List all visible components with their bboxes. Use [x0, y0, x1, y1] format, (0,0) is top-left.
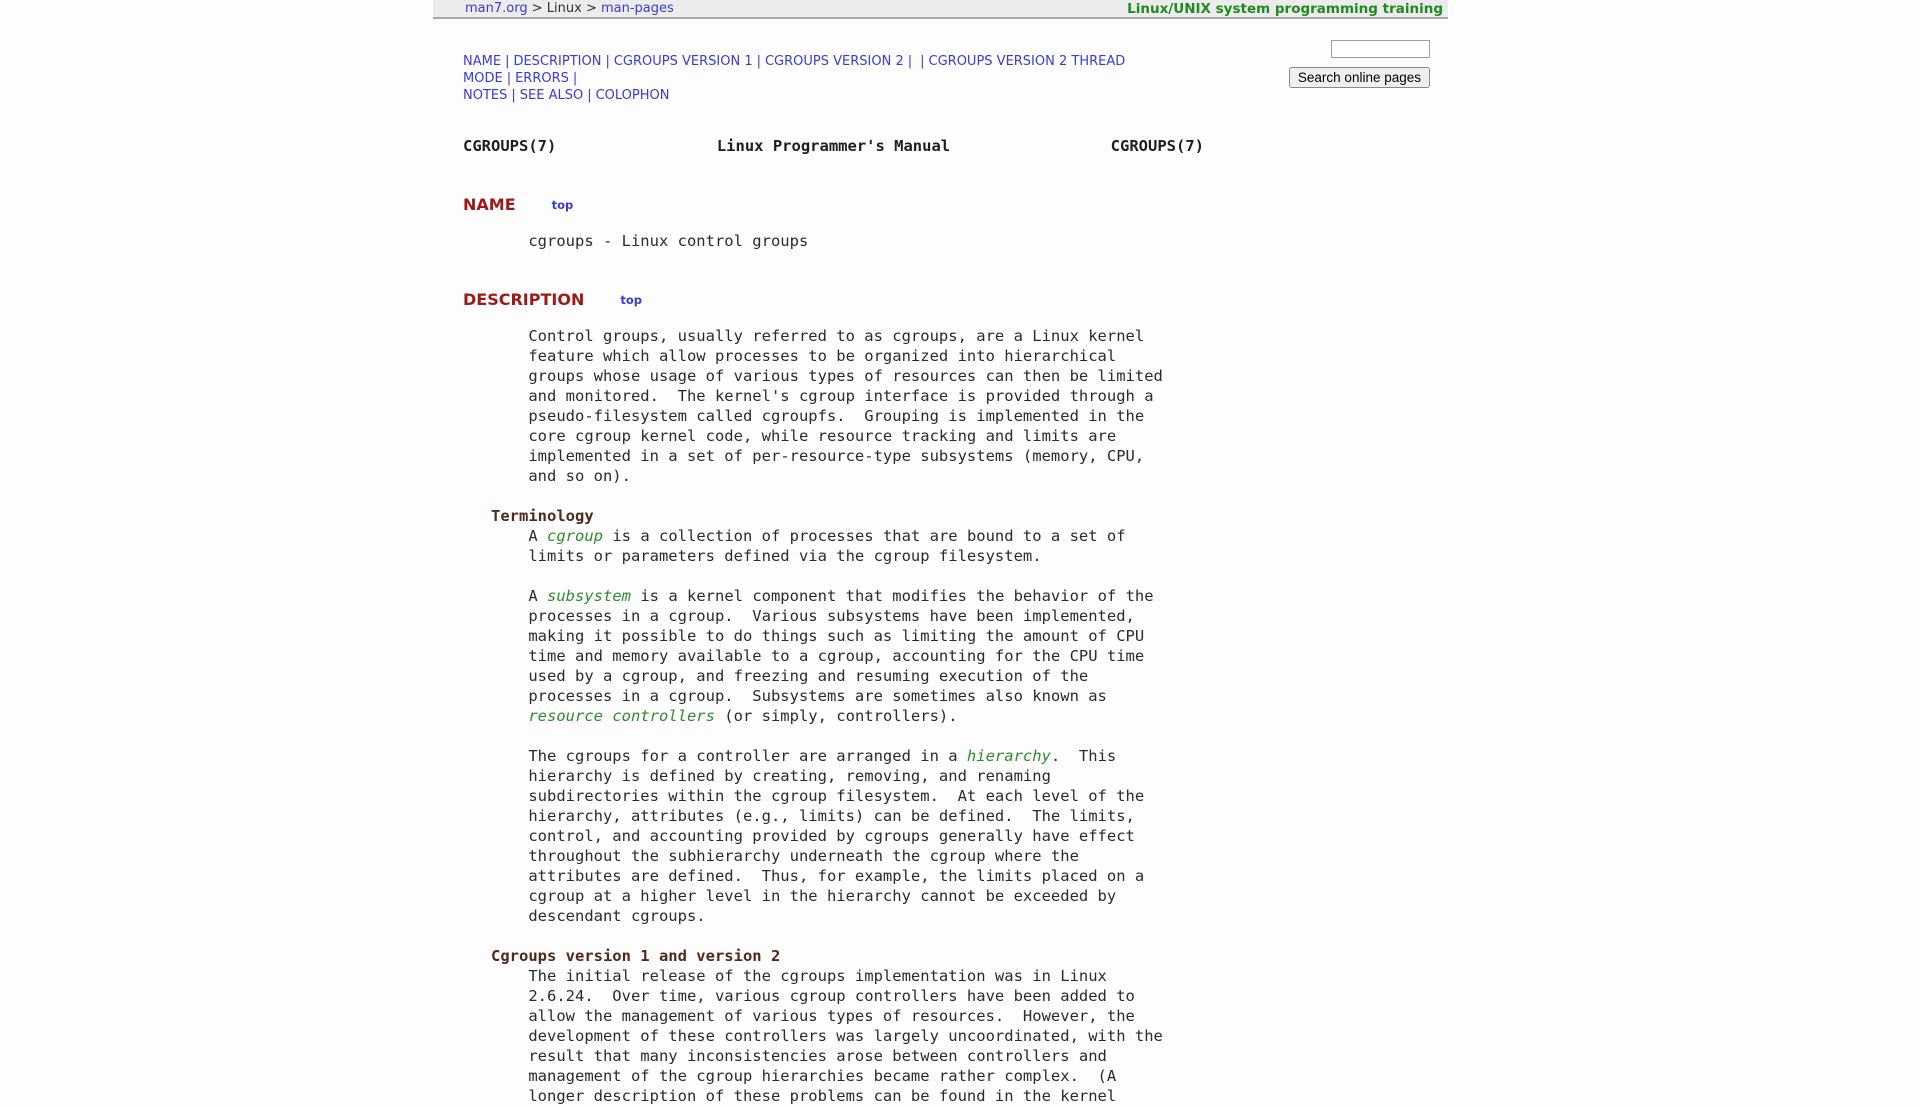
man-text-line: [463, 1046, 1204, 1066]
man-text-line: [463, 926, 1204, 946]
search-input[interactable]: [1331, 40, 1430, 58]
section-heading: [463, 196, 1204, 214]
man-text-line: [463, 386, 1204, 406]
man-text-line: [463, 726, 1204, 746]
nav-separator: |: [920, 54, 925, 69]
man-text-line: [463, 826, 1204, 846]
man-title-left: CGROUPS(7): [463, 137, 557, 155]
man-text: descendant cgroups.: [463, 907, 706, 925]
man-text-line: [463, 346, 1204, 366]
man-text-line: [463, 1026, 1204, 1046]
man-text-line: [463, 766, 1204, 786]
man-text-line: [463, 866, 1204, 886]
nav-separator: |: [605, 54, 610, 69]
man-text: processes in a cgroup. Subsystems are sometimes also known as: [463, 687, 1107, 705]
nav-link[interactable]: DESCRIPTION: [513, 54, 602, 69]
man-text-line: [463, 646, 1204, 666]
man-text: making it possible to do things such as limiting the amount of CPU: [463, 627, 1145, 645]
term-link: resource controllers: [528, 707, 715, 725]
nav-link[interactable]: CGROUPS VERSION 1: [613, 54, 753, 69]
man-text: and so on).: [463, 467, 631, 485]
nav-link[interactable]: NAME: [463, 54, 502, 69]
man-text-line: [463, 966, 1204, 986]
man-text: cgroup at a higher level in the hierarchy cannot be exceeded by: [463, 887, 1117, 905]
nav-link[interactable]: CGROUPS VERSION 2: [764, 54, 904, 69]
man-text: (or simply, controllers).: [714, 707, 958, 725]
topbar: [433, 0, 1448, 19]
man-text: result that many inconsistencies arose between controllers and: [463, 1047, 1107, 1065]
man-text: pseudo-filesystem called cgroupfs. Grouping is implemented in the: [463, 407, 1145, 425]
nav-separator: |: [907, 54, 913, 69]
man-text: hierarchy, attributes (e.g., limits) can be defined. The limits,: [463, 807, 1135, 825]
nav-link[interactable]: ERRORS: [515, 71, 569, 86]
man-text-line: [463, 606, 1204, 626]
subsection-heading: Cgroups version 1 and version 2: [463, 947, 781, 965]
man-text-line: [463, 786, 1204, 806]
man-text: core cgroup kernel code, while resource tracking and limits are: [463, 427, 1117, 445]
man-text-line: [463, 506, 1204, 526]
nav-link[interactable]: COLOPHON: [595, 88, 670, 103]
man-text: subdirectories within the cgroup filesystem. At each level of the: [463, 787, 1145, 805]
man-text-line: [463, 526, 1204, 546]
man-text: and monitored. The kernel's cgroup interface is provided through a: [463, 387, 1154, 405]
man-text-line: [463, 1006, 1204, 1026]
man-text-block: [463, 231, 1204, 251]
man-text-line: [463, 906, 1204, 926]
man-text: hierarchy is defined by creating, removing, and renaming: [463, 767, 1051, 785]
term-link: hierarchy: [966, 747, 1051, 765]
man-text-line: [463, 426, 1204, 446]
man-text-line: [463, 806, 1204, 826]
man-text-line: [463, 466, 1204, 486]
man-text-line: [463, 586, 1204, 606]
man-text: The initial release of the cgroups implementation was in Linux: [463, 967, 1107, 985]
man-text: used by a cgroup, and freezing and resuming execution of the: [463, 667, 1089, 685]
section-nav: [463, 53, 1204, 104]
man-text-line: [463, 1086, 1204, 1106]
man-text-line: [463, 1066, 1204, 1086]
man-text-line: [463, 231, 1204, 251]
man-text: processes in a cgroup. Various subsystems have been implemented,: [463, 607, 1135, 625]
man-text: development of these controllers was largely uncoordinated, with the: [463, 1027, 1163, 1045]
man-text: implemented in a set of per-resource-type subsystems (memory, CPU,: [463, 447, 1145, 465]
man-body: [463, 196, 1204, 1106]
site-tagline: Linux/UNIX system programming training: [1127, 0, 1443, 17]
man-text: throughout the subhierarchy underneath the cgroup where the: [463, 847, 1079, 865]
term-link: cgroup: [547, 527, 603, 545]
man-text-line: [463, 626, 1204, 646]
man-text-line: [463, 446, 1204, 466]
search-button[interactable]: Search online pages: [1289, 67, 1430, 88]
man-text-line: [463, 666, 1204, 686]
man-text: The cgroups for a controller are arranged in a: [463, 747, 967, 765]
man-text-line: [463, 986, 1204, 1006]
man-text: groups whose usage of various types of resources can then be limited: [463, 367, 1163, 385]
man-text: Control groups, usually referred to as cgroups, are a Linux kernel: [463, 327, 1145, 345]
man-text-line: [463, 946, 1204, 966]
man-text-line: [463, 566, 1204, 586]
breadcrumb-item[interactable]: man7.org: [465, 1, 528, 16]
man-text-line: [463, 546, 1204, 566]
nav-separator: |: [572, 71, 578, 86]
section-heading: [463, 291, 1204, 309]
man-text: longer description of these problems can be found in the kernel: [463, 1087, 1117, 1105]
man-text: [463, 707, 528, 725]
subsection-heading: Terminology: [463, 507, 594, 525]
nav-link[interactable]: SEE ALSO: [519, 88, 584, 103]
section-heading-label: DESCRIPTION: [463, 290, 585, 309]
man-text-line: [463, 686, 1204, 706]
man-page-header: [463, 136, 1204, 156]
section-heading-label: NAME: [463, 195, 516, 214]
man-text: A: [463, 527, 547, 545]
man-text: A: [463, 587, 547, 605]
nav-separator: |: [511, 88, 516, 103]
man-text: management of the cgroup hierarchies became rather complex. (A: [463, 1067, 1117, 1085]
man-text: control, and accounting provided by cgroups generally have effect: [463, 827, 1135, 845]
man-text: cgroups - Linux control groups: [463, 232, 809, 250]
nav-link[interactable]: NOTES: [463, 88, 508, 103]
man-text-line: [463, 326, 1204, 346]
term-link: subsystem: [547, 587, 631, 605]
man-text: . This: [1050, 747, 1117, 765]
man-text-line: [463, 886, 1204, 906]
man-title-right: CGROUPS(7): [1110, 137, 1204, 155]
man-title-center: Linux Programmer's Manual: [716, 137, 951, 155]
man-text-line: [463, 706, 1204, 726]
man-text-line: [463, 366, 1204, 386]
man-text-line: [463, 746, 1204, 766]
man-page-content: [463, 53, 1204, 1106]
top-link[interactable]: top: [620, 293, 642, 307]
breadcrumb: man7.org > Linux > man-pages: [465, 1, 674, 16]
man-text: attributes are defined. Thus, for example, the limits placed on a: [463, 867, 1145, 885]
nav-separator: |: [756, 54, 761, 69]
top-link[interactable]: top: [551, 198, 574, 212]
man-text-line: [463, 486, 1204, 506]
breadcrumb-item[interactable]: man-pages: [600, 1, 674, 16]
breadcrumb-item: Linux: [546, 1, 582, 16]
man-text: limits or parameters defined via the cgroup filesystem.: [463, 547, 1042, 565]
man-text: allow the management of various types of resources. However, the: [463, 1007, 1135, 1025]
man-text: 2.6.24. Over time, various cgroup controllers have been added to: [463, 987, 1135, 1005]
nav-link[interactable]: CGROUPS VERSION 2 THREAD MODE: [463, 54, 1126, 86]
nav-separator: |: [506, 71, 512, 86]
man-text-block: [463, 326, 1204, 1106]
nav-separator: |: [587, 88, 592, 103]
nav-separator: |: [505, 54, 510, 69]
man-text-line: [463, 846, 1204, 866]
man-text: is a kernel component that modifies the behavior of the: [631, 587, 1154, 605]
search-form: [1289, 40, 1430, 88]
man-text: is a collection of processes that are bound to a set of: [603, 527, 1126, 545]
man-text: feature which allow processes to be organized into hierarchical: [463, 347, 1117, 365]
man-text-line: [463, 406, 1204, 426]
page: [433, 0, 1448, 1106]
man-text: time and memory available to a cgroup, accounting for the CPU time: [463, 647, 1145, 665]
